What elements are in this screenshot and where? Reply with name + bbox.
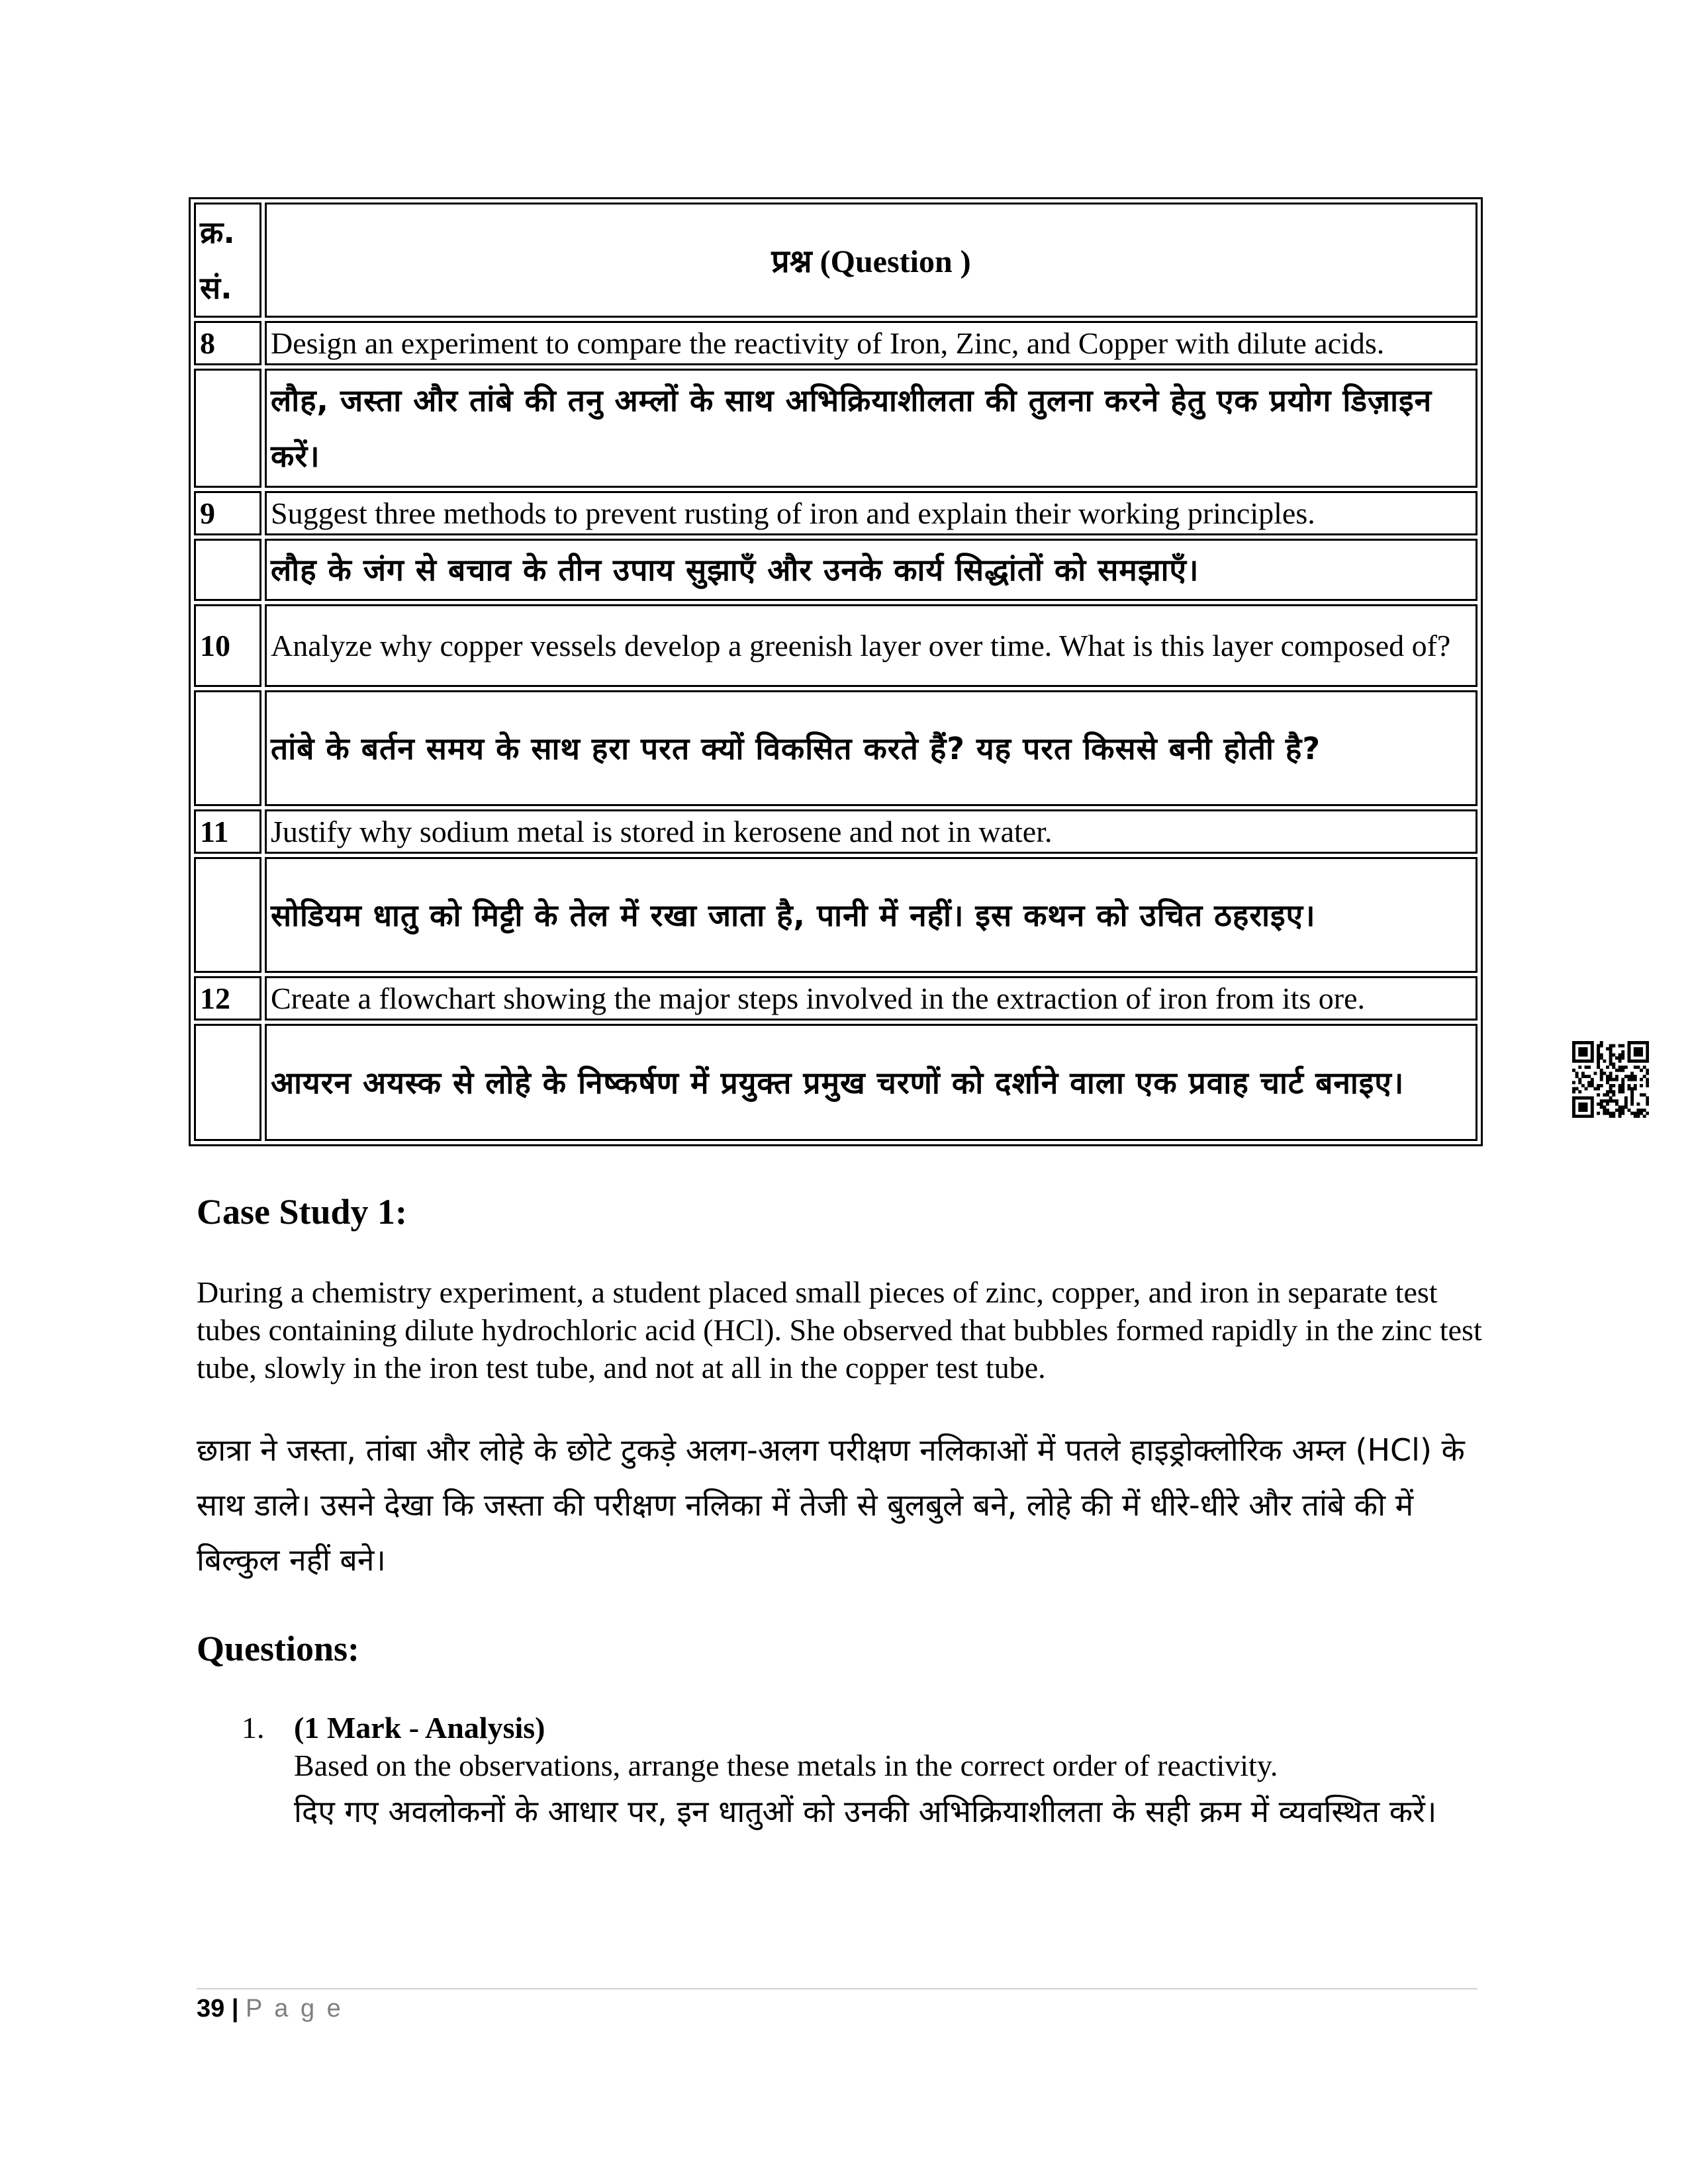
table-header-row [194,203,1477,318]
list-item [294,1709,1479,1839]
serial-number-empty [194,690,261,806]
questions-table [189,197,1483,1146]
page-label: P a g e [246,1995,344,2023]
question-hindi: तांबे के बर्तन समय के साथ हरा परत क्यों विकसित करते हैं? यह परत किससे बनी होती है? [265,690,1477,806]
serial-number: 12 [194,976,261,1021]
list-number: 1. [242,1711,265,1745]
question-hindi: आयरन अयस्क से लोहे के निष्कर्षण में प्रयुक्त प्रमुख चरणों को दर्शाने वाला एक प्रवाह चार्ट बनाइए। [265,1024,1477,1141]
table-row-english [194,976,1477,1021]
case-study-text-hindi: छात्रा ने जस्ता, तांबा और लोहे के छोटे टुकड़े अलग-अलग परीक्षण नलिकाओं में पतले हाइड्रोक्लोरिक अम्ल (HCl) के साथ डाले। उसने देखा कि जस्ता की परीक्षण नलिका में तेजी से बुलबुले बने, लोहे की में धीरे-धीरे और तांबे की में बिल्कुल नहीं बने। [197,1432,1465,1578]
qr-code-icon [1572,1041,1649,1118]
question-header: प्रश्न (Question ) [265,203,1477,318]
table-row-hindi [194,539,1477,601]
serial-number: 8 [194,321,261,365]
header-label: क्र. [200,214,235,250]
question-english: Create a flowchart showing the major steps involved in the extraction of iron from its ore. [265,976,1477,1021]
header-label: सं. [200,270,232,306]
table-row-english [194,604,1477,687]
question-english: Justify why sodium metal is stored in kerosene and not in water. [265,809,1477,854]
table-row-hindi [194,369,1477,488]
case-study-text-english: During a chemistry experiment, a student placed small pieces of zinc, copper, and iron in separate test tubes containing dilute hydrochloric acid (HCl). She observed that bubbles formed rapidly in the zinc test tube, slowly in the iron test tube, and not at all in the copper test tube. [197,1275,1482,1385]
serial-number-empty [194,1024,261,1141]
page-footer [197,1995,344,2023]
question-hindi: लौह, जस्ता और तांबे की तनु अम्लों के साथ अभिक्रियाशीलता की तुलना करने हेतु एक प्रयोग डिज़ाइन करें। [265,369,1477,488]
question-english: Design an experiment to compare the reactivity of Iron, Zinc, and Copper with dilute acids. [265,321,1477,365]
qr-code[interactable] [1572,1041,1649,1118]
table-row-hindi [194,1024,1477,1141]
serial-number-empty [194,539,261,601]
table-row-hindi [194,690,1477,806]
serial-number-header [194,203,261,318]
question-hindi: लौह के जंग से बचाव के तीन उपाय सुझाएँ और उनके कार्य सिद्धांतों को समझाएँ। [265,539,1477,601]
question-english: Based on the observations, arrange these metals in the correct order of reactivity. [294,1749,1278,1782]
footer-separator: | [231,1995,239,2023]
question-english: Analyze why copper vessels develop a greenish layer over time. What is this layer composed of? [265,604,1477,687]
serial-number-empty [194,857,261,973]
mark-label: (1 Mark - Analysis) [294,1711,545,1745]
case-study-title: Case Study 1: [197,1192,408,1232]
table-row-english [194,491,1477,535]
serial-number: 11 [194,809,261,854]
page-number: 39 [197,1995,225,2023]
table-row-english [194,809,1477,854]
footer-divider [197,1988,1477,1989]
serial-number-empty [194,369,261,488]
serial-number: 9 [194,491,261,535]
table-row-hindi [194,857,1477,973]
question-hindi: सोडियम धातु को मिट्टी के तेल में रखा जाता है, पानी में नहीं। इस कथन को उचित ठहराइए। [265,857,1477,973]
serial-number: 10 [194,604,261,687]
question-hindi: दिए गए अवलोकनों के आधार पर, इन धातुओं को उनकी अभिक्रियाशीलता के सही क्रम में व्यवस्थित करें। [294,1794,1437,1829]
questions-title: Questions: [197,1629,360,1668]
question-english: Suggest three methods to prevent rusting of iron and explain their working principles. [265,491,1477,535]
table-row-english [194,321,1477,365]
